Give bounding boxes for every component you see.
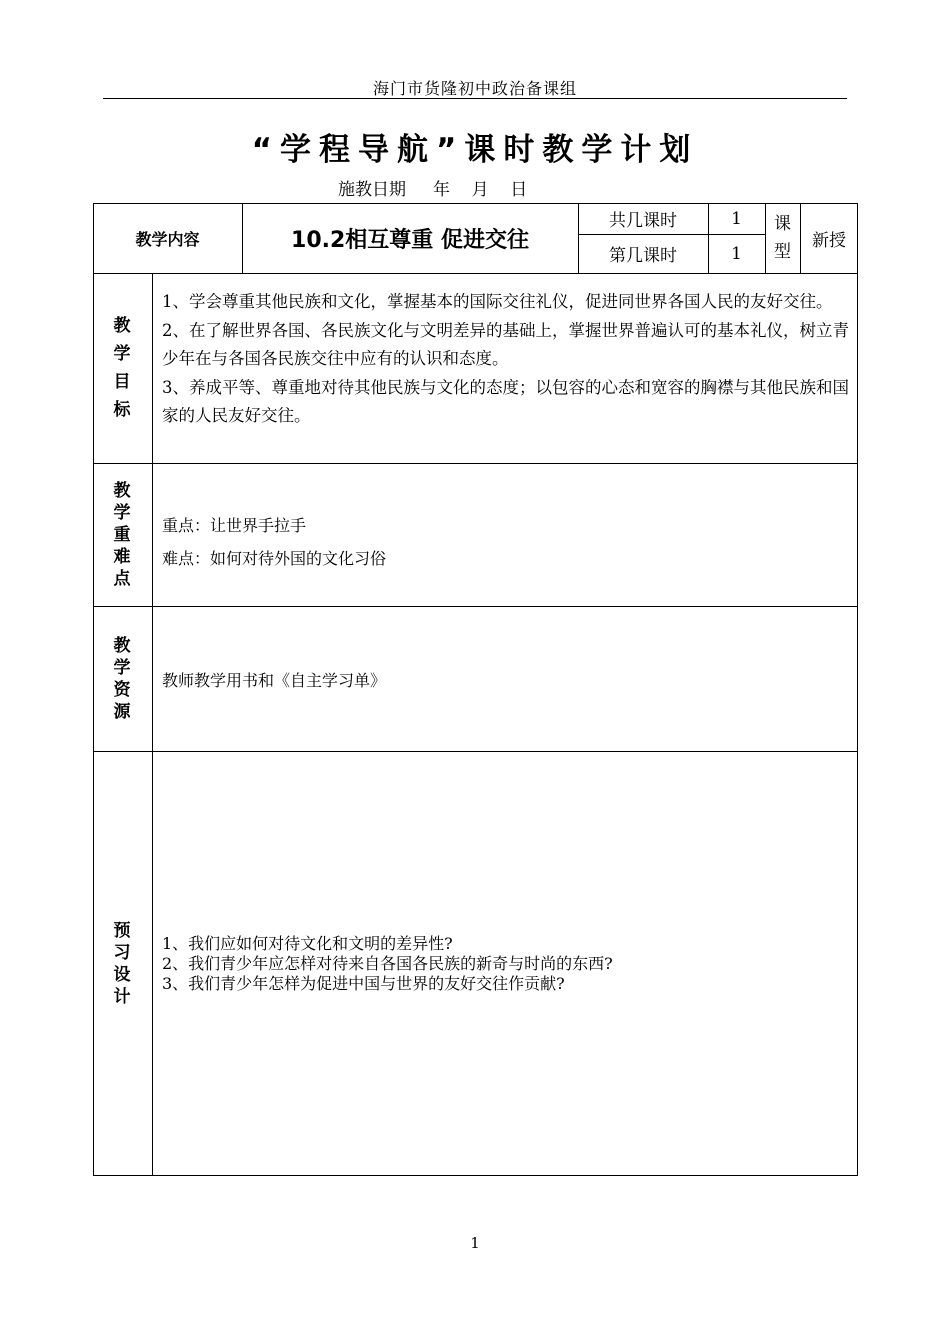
total-periods-value: 1 (731, 208, 742, 229)
key-points-label-char: 学 (113, 502, 131, 523)
header-org: 海门市货隆初中政治备课组 (372, 79, 577, 98)
row-divider (93, 606, 858, 607)
preview-label (93, 751, 151, 1176)
goals-label (93, 273, 151, 463)
resources-label-char: 学 (113, 657, 131, 678)
total-periods-label: 共几课时 (609, 211, 677, 231)
goals-label-char: 教 (113, 316, 131, 336)
resources-text: 教师教学用书和《自主学习单》 (162, 671, 387, 690)
key-points-label (93, 463, 151, 606)
goal-item: 3、养成平等、尊重地对待其他民族与文化的态度；以包容的心态和宽容的胸襟与其他民族和国家的人民友好交往。 (162, 377, 849, 425)
period-no-label: 第几课时 (609, 246, 677, 266)
lesson-title: 10.2相互尊重 促进交往 (291, 227, 529, 253)
type-label (765, 203, 800, 273)
type-label-char: 课 (774, 214, 791, 234)
preview-label-char: 设 (113, 964, 131, 985)
content-label: 教学内容 (135, 229, 200, 249)
row-divider (93, 273, 858, 274)
row-divider (93, 751, 858, 752)
type-label-char: 型 (774, 242, 791, 262)
goals-label-char: 目 (113, 372, 131, 392)
preview-label-char: 习 (113, 942, 131, 963)
key-points-label-char: 难 (113, 546, 131, 567)
label-col-divider (152, 273, 153, 1176)
resources-label-char: 资 (113, 679, 131, 700)
goals-label-char: 学 (113, 344, 131, 364)
date-line: 施教日期 年 月 日 (338, 180, 528, 200)
page-title: “学程导航”课时教学计划 (251, 132, 699, 168)
goals-label-char: 标 (113, 400, 131, 420)
goals-list (162, 288, 852, 431)
header-rule (103, 98, 847, 99)
page-number: 1 (470, 1234, 480, 1252)
period-no-value: 1 (731, 243, 742, 264)
key-points-label-char: 教 (113, 480, 131, 501)
goal-item: 1、学会尊重其他民族和文化，掌握基本的国际交往礼仪，促进同世界各国人民的友好交往。 (162, 292, 833, 311)
preview-question: 1、我们应如何对待文化和文明的差异性? (162, 934, 453, 953)
preview-questions (162, 934, 613, 994)
preview-label-char: 计 (113, 986, 131, 1007)
key-points-label-char: 重 (113, 524, 131, 545)
key-point: 重点：让世界手拉手 (162, 516, 307, 535)
key-points-label-char: 点 (113, 568, 131, 589)
preview-question: 2、我们青少年应怎样对待来自各国各民族的新奇与时尚的东西? (162, 954, 613, 973)
goal-item: 2、在了解世界各国、各民族文化与文明差异的基础上，掌握世界普遍认可的基本礼仪，树立青少年在与各国各民族交往中应有的认识和态度。 (162, 320, 849, 368)
resources-label-char: 源 (113, 701, 131, 722)
difficult-point: 难点：如何对待外国的文化习俗 (162, 549, 387, 568)
preview-label-char: 预 (113, 920, 131, 941)
type-value: 新授 (812, 230, 846, 251)
preview-question: 3、我们青少年怎样为促进中国与世界的友好交往作贡献? (162, 974, 565, 993)
resources-label (93, 606, 151, 751)
row-divider (93, 463, 858, 464)
resources-label-char: 教 (113, 635, 131, 656)
